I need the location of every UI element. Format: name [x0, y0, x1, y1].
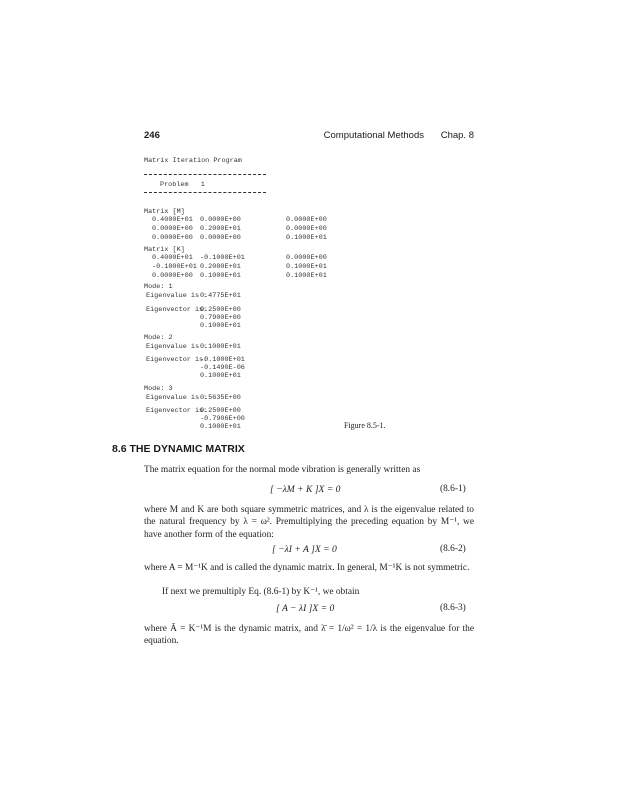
eigenvalue-label: Eigenvalue is :: [146, 343, 208, 351]
matrix-cell: 0.1000E+01: [286, 234, 327, 242]
eigenvector-label: Eigenvector is:: [146, 356, 208, 364]
matrix-cell: -0.1000E+01: [200, 254, 245, 262]
paragraph: where A = M⁻¹K and is called the dynamic matrix. In general, M⁻¹K is not symmetric.: [144, 563, 470, 573]
running-header: [144, 130, 474, 144]
paragraph: where Ā = K⁻¹M is the dynamic matrix, and λ̄ = 1/ω² = 1/λ is the eigenvalue for the equation.: [144, 624, 474, 647]
eigenvector-component: 0.2500E+00: [200, 407, 241, 415]
matrix-cell: 0.0000E+00: [200, 234, 241, 242]
matrix-cell: -0.1000E+01: [152, 263, 197, 271]
eigenvector-component: 0.2500E+00: [200, 306, 241, 314]
matrix-cell: 0.1000E+01: [286, 263, 327, 271]
matrix-cell: 0.0000E+00: [152, 225, 193, 233]
program-title: Matrix Iteration Program: [144, 157, 242, 165]
matrix-cell: 0.1000E+01: [200, 272, 241, 280]
eigenvector-component: -0.1490E-06: [200, 364, 245, 372]
eigenvector-component: 0.7900E+00: [200, 314, 241, 322]
mode-2-label: Mode: 2: [144, 334, 173, 342]
matrix-k-label: Matrix [K]: [144, 246, 185, 254]
paragraph: The matrix equation for the normal mode vibration is generally written as: [144, 465, 421, 475]
divider-top: [144, 174, 266, 175]
running-section-title: Computational Methods: [323, 130, 424, 141]
matrix-cell: 0.1000E+01: [286, 272, 327, 280]
eigenvector-component: 0.1000E+01: [200, 423, 241, 431]
matrix-cell: 0.0000E+00: [200, 216, 241, 224]
matrix-cell: 0.0000E+00: [152, 272, 193, 280]
running-chapter: Chap. 8: [440, 130, 474, 141]
matrix-cell: 0.0000E+00: [286, 254, 327, 262]
equation-number: (8.6-3): [440, 603, 466, 613]
mode-1-label: Mode: 1: [144, 283, 173, 291]
matrix-cell: 0.0000E+00: [286, 225, 327, 233]
paragraph: If next we premultiply Eq. (8.6-1) by K⁻¹, we obtain: [162, 587, 360, 597]
eigenvalue-label: Eigenvalue is :: [146, 292, 208, 300]
eigenvalue-value: 0.5635E+00: [200, 394, 241, 402]
eigenvalue-label: Eigenvalue is :: [146, 394, 208, 402]
eigenvector-label: Eigenvector is:: [146, 306, 208, 314]
matrix-cell: 0.4000E+01: [152, 216, 193, 224]
equation-8-6-1: [ −λM + K ]X = 0: [270, 484, 341, 495]
eigenvalue-value: 0.4775E+01: [200, 292, 241, 300]
equation-number: (8.6-1): [440, 484, 466, 494]
eigenvector-label: Eigenvector is:: [146, 407, 208, 415]
page-number: 246: [144, 130, 160, 141]
matrix-m-label: Matrix [M]: [144, 208, 185, 216]
eigenvector-component: -0.7906E+00: [200, 415, 245, 423]
matrix-cell: 0.0000E+00: [286, 216, 327, 224]
paragraph: where M and K are both square symmetric matrices, and λ is the eigenvalue related to the natural frequency by λ = ω². Premultiplying the preceding equation by M⁻¹, we have another form of the equation:: [144, 505, 474, 540]
section-heading: 8.6 THE DYNAMIC MATRIX: [112, 443, 245, 455]
eigenvector-component: 0.1000E+01: [200, 372, 241, 380]
equation-8-6-3: [ A − λI ]X = 0: [276, 603, 335, 614]
eigenvector-component: -0.1000E+01: [200, 356, 245, 364]
matrix-cell: 0.0000E+00: [152, 234, 193, 242]
matrix-cell: 0.4000E+01: [152, 254, 193, 262]
matrix-cell: 0.2000E+01: [200, 225, 241, 233]
eigenvalue-value: 0.1000E+01: [200, 343, 241, 351]
divider-bottom: [144, 192, 266, 193]
equation-number: (8.6-2): [440, 544, 466, 554]
matrix-cell: 0.2000E+01: [200, 263, 241, 271]
eigenvector-component: 0.1000E+01: [200, 322, 241, 330]
figure-caption: Figure 8.5-1.: [344, 421, 386, 430]
mode-3-label: Mode: 3: [144, 385, 173, 393]
problem-label: Problem 1: [160, 181, 205, 189]
equation-8-6-2: [ −λI + A ]X = 0: [272, 544, 337, 555]
